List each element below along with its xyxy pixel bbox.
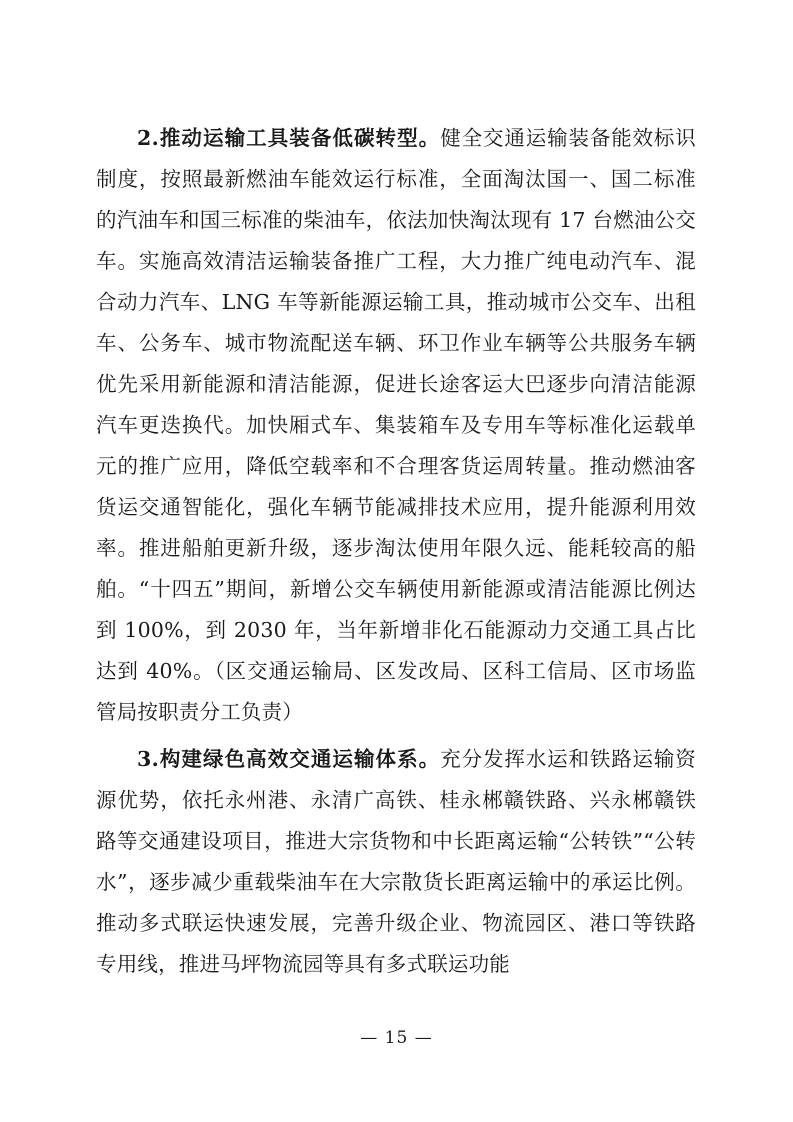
page-number: — 15 — xyxy=(360,1028,433,1048)
paragraph-lead-2: 2.推动运输工具装备低碳转型。 xyxy=(137,126,441,150)
paragraph-section-3 xyxy=(96,739,696,985)
page-content xyxy=(96,118,696,985)
paragraph-body-3: 充分发挥水运和铁路运输资源优势，依托永州港、永清广高铁、桂永郴赣铁路、兴永郴赣铁路等交通建设项目，推进大宗货物和中长距离运输“公转铁”“公转水”，逐步减少重载柴油车在大宗散货长距离运输中的承运比例。推动多式联运快速发展，完善升级企业、物流园区、港口等铁路专用线，推进马坪物流园等具有多式联运功能 xyxy=(96,747,696,976)
paragraph-section-2 xyxy=(96,118,696,733)
paragraph-lead-3: 3.构建绿色高效交通运输体系。 xyxy=(137,747,441,771)
paragraph-body-2: 健全交通运输装备能效标识制度，按照最新燃油车能效运行标准，全面淘汰国一、国二标准的汽油车和国三标准的柴油车，依法加快淘汰现有 17 台燃油公交车。实施高效清洁运输装备推广工程，大力推广纯电动汽车、混合动力汽车、LNG 车等新能源运输工具，推动城市公交车、出租车、公务车、城市物流配送车辆、环卫作业车辆等公共服务车辆优先采用新能源和清洁能源，促进长途客运大巴逐步向清洁能源汽车更迭换代。加快厢式车、集装箱车及专用车等标准化运载单元的推广应用，降低空载率和不合理客货运周转量。推动燃油客货运交通智能化，强化车辆节能减排技术应用，提升能源利用效率。推进船舶更新升级，逐步淘汰使用年限久远、能耗较高的船舶。“十四五”期间，新增公交车辆使用新能源或清洁能源比例达到 100%，到 2030 年，当年新增非化石能源动力交通工具占比达到 40%。（区交通运输局、区发改局、区科工信局、区市场监管局按职责分工负责） xyxy=(96,126,696,724)
